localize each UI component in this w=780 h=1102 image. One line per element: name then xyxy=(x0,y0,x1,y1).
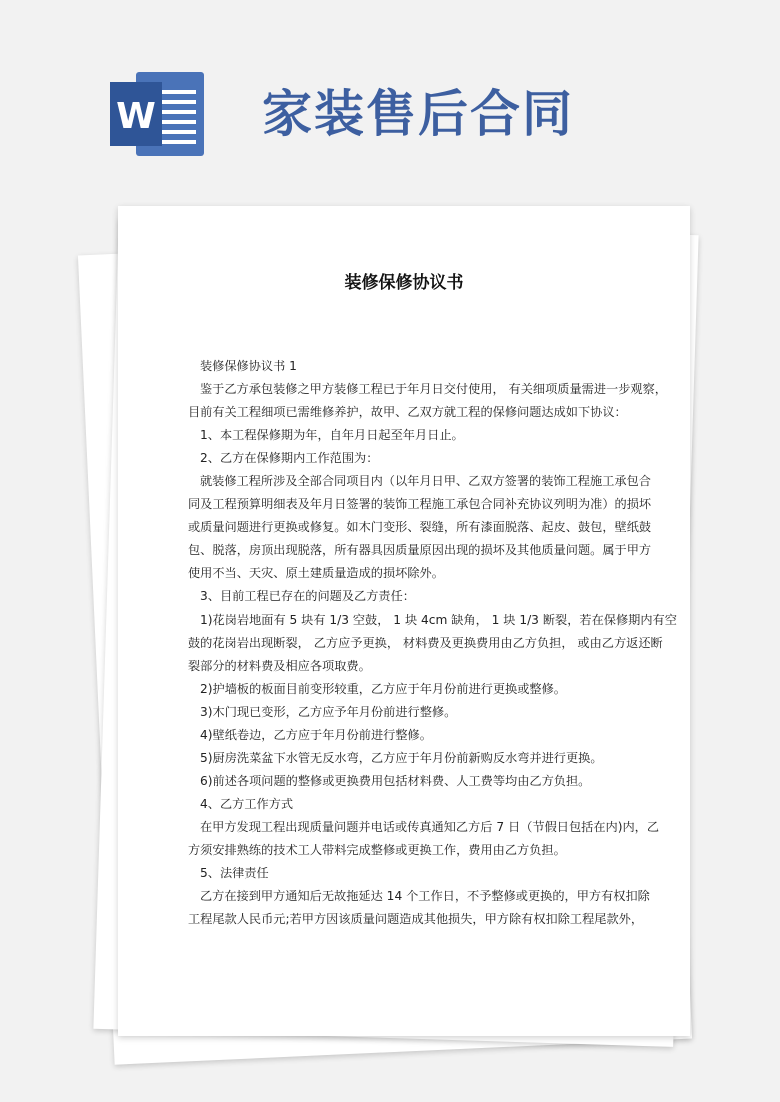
document-title: 装修保修协议书 xyxy=(344,273,464,293)
document-page xyxy=(118,206,690,1036)
body-line: 或质量问题进行更换或修复。如木门变形、裂缝，所有漆面脱落、起皮、鼓包，壁纸鼓 xyxy=(188,520,652,534)
body-line: 3、目前工程已存在的问题及乙方责任： xyxy=(200,589,415,603)
body-line: 鼓的花岗岩出现断裂， 乙方应予更换， 材料费及更换费用由乙方负担， 或由乙方返还断 xyxy=(188,636,663,650)
body-line: 工程尾款人民币元;若甲方因该质量问题造成其他损失，甲方除有权扣除工程尾款外， xyxy=(188,912,644,926)
body-line: 2、乙方在保修期内工作范围为： xyxy=(200,451,379,465)
body-line: 2)护墙板的板面目前变形较重，乙方应于年月份前进行更换或整修。 xyxy=(200,682,566,696)
body-line: 乙方在接到甲方通知后无故拖延达 14 个工作日，不予整修或更换的，甲方有权扣除 xyxy=(200,889,650,903)
body-line: 1、本工程保修期为年，自年月日起至年月日止。 xyxy=(200,428,464,442)
word-document-icon xyxy=(108,68,208,160)
body-line: 1)花岗岩地面有 5 块有 1/3 空鼓， 1 块 4cm 缺角， 1 块 1/3 断裂，若在保修期内有空 xyxy=(200,613,677,627)
page-title: 家装售后合同 xyxy=(262,84,574,143)
body-line: 装修保修协议书 1 xyxy=(200,359,297,373)
body-line: 5、法律责任 xyxy=(200,866,269,880)
body-line: 包、脱落，房顶出现脱落，所有器具因质量原因出现的损坏及其他质量问题。属于甲方 xyxy=(188,543,652,557)
body-line: 4)壁纸卷边，乙方应于年月份前进行整修。 xyxy=(200,728,432,742)
body-line: 方须安排熟练的技术工人带料完成整修或更换工作，费用由乙方负担。 xyxy=(188,843,566,857)
page-header xyxy=(0,0,780,190)
body-line: 同及工程预算明细表及年月日签署的装饰工程施工承包合同补充协议列明为准）的损坏 xyxy=(188,497,652,511)
body-line: 3)木门现已变形，乙方应予年月份前进行整修。 xyxy=(200,705,457,719)
body-line: 5)厨房洗菜盆下水管无反水弯，乙方应于年月份前新购反水弯并进行更换。 xyxy=(200,751,603,765)
body-line: 4、乙方工作方式 xyxy=(200,797,294,811)
body-line: 6)前述各项问题的整修或更换费用包括材料费、人工费等均由乙方负担。 xyxy=(200,774,591,788)
svg-text:W: W xyxy=(116,96,156,137)
body-line: 鉴于乙方承包装修之甲方装修工程已于年月日交付使用， 有关细项质量需进一步观察， xyxy=(200,382,667,396)
body-line: 就装修工程所涉及全部合同项目内（以年月日甲、乙双方签署的装饰工程施工承包合 xyxy=(200,474,651,488)
body-line: 目前有关工程细项已需维修养护，故甲、乙双方就工程的保修问题达成如下协议： xyxy=(188,405,627,419)
body-line: 使用不当、天灾、原土建质量造成的损坏除外。 xyxy=(188,566,444,580)
body-line: 在甲方发现工程出现质量问题并电话或传真通知乙方后 7 日（节假日包括在内)内，乙 xyxy=(200,820,660,834)
body-line: 裂部分的材料费及相应各项取费。 xyxy=(188,659,371,673)
